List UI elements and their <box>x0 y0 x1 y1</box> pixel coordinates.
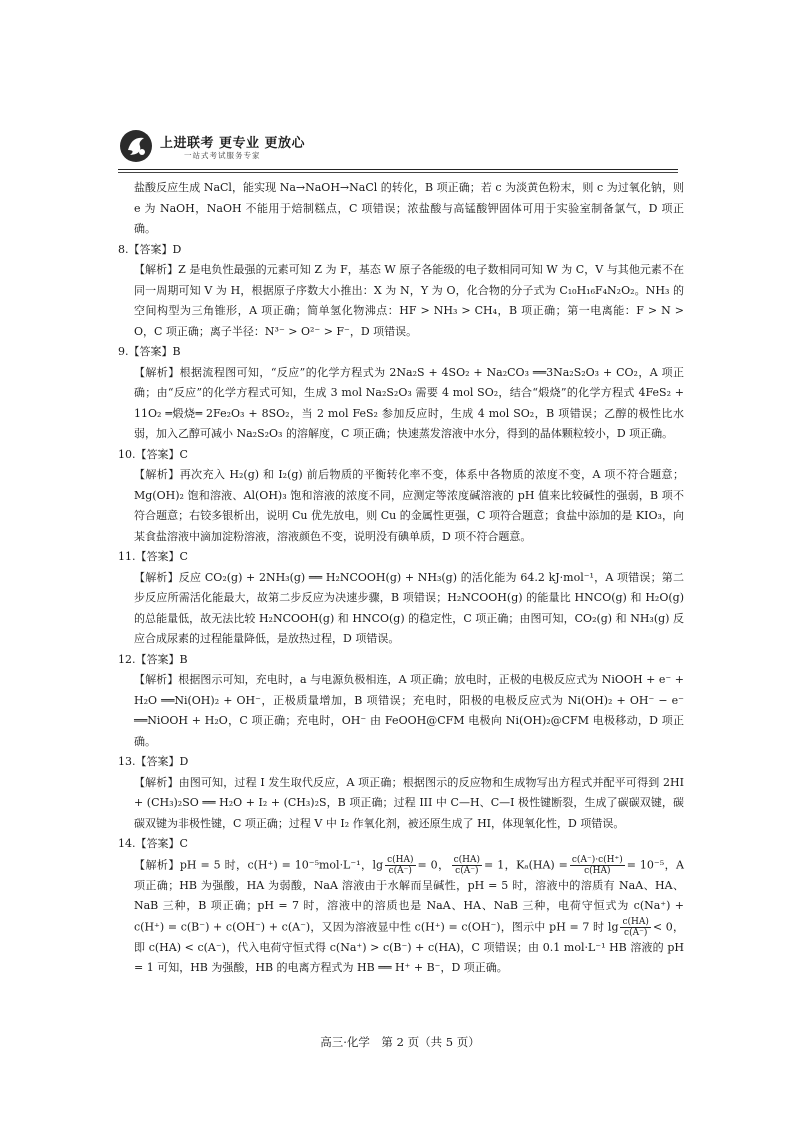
q14-text-2: = 0， <box>417 858 450 871</box>
answer-content <box>118 178 684 979</box>
header-rule <box>118 169 678 170</box>
answer-11: 11.【答案】C <box>118 550 188 563</box>
header <box>118 128 678 168</box>
fraction-denominator: c(A⁻) <box>455 865 479 876</box>
fraction-ha-over-a-3 <box>620 917 650 938</box>
fraction-denominator: c(A⁻) <box>388 865 412 876</box>
analysis-11: 【解析】反应 CO₂(g) + 2NH₃(g) ══ H₂NCOOH(g) + NH₃(g) 的活化能为 64.2 kJ·mol⁻¹，A 项错误；第二步反应所需活化能最大，故第二步反应为决速步骤，B 项错误；H₂NCOOH(g) 的能量比 HNCO(g) 和 H₂O(g) 的总能量低，故无法比较 H₂NCOOH(g) 和 HNCO(g) 的稳定性，C 项正确；由图可知，CO₂(g) 和 NH₃(g) 反应合成尿素的过程能量降低，是放热过程，D 项错误。 <box>134 570 684 645</box>
brand-title: 上进联考 更专业 更放心 <box>160 136 306 151</box>
analysis-8: 【解析】Z 是电负性最强的元素可知 Z 为 F，基态 W 原子各能级的电子数相同可知 W 为 C，V 与其他元素不在同一周期可知 V 为 H，根据原子序数大小推出：X 为 N，Y 为 O，化合物的分子式为 C₁₀H₁₆F₄N₂O₂。NH₃ 的空间构型为三角锥形，A 项正确；简单氢化物沸点：HF > NH₃ > CH₄，B 项正确；第一电离能：F > N > O，C 项正确；离子半径：N³⁻ > O²⁻ > F⁻，D 项错误。 <box>134 263 684 338</box>
q14-text-5: < 0，即 c(HA) < c(A⁻)，代入电荷守恒式得 c(Na⁺) > c(B⁻) + c(HA)，C 项错误；由 0.1 mol·L⁻¹ HB 溶液的 pH = 1 可知，HB 为强酸，HB 的电离方程式为 HB ══ H⁺ + B⁻，D 项正确。 <box>134 920 684 974</box>
answer-14: 14.【答案】C <box>118 837 188 850</box>
answer-12: 12.【答案】B <box>118 652 188 666</box>
fraction-numerator: c(HA) <box>622 916 649 927</box>
page-footer: 高三·化学 第 2 页（共 5 页） <box>320 1035 480 1049</box>
analysis-14 <box>118 855 684 979</box>
answer-8: 8.【答案】D <box>118 242 182 256</box>
fraction-denominator: c(A⁻) <box>624 927 648 938</box>
brand-slogan: 一站式考试服务专家 <box>184 151 261 160</box>
analysis-10: 【解析】再次充入 H₂(g) 和 I₂(g) 前后物质的平衡转化率不变，体系中各物质的浓度不变，A 项不符合题意；Mg(OH)₂ 饱和溶液、Al(OH)₃ 饱和溶液的浓度不同，应测定等浓度碱溶液的 pH 值来比较碱性的强弱，B 项不符合题意；右铰多银析出，说明 Cu 优先放电，则 Cu 的金属性更强，C 项符合题意；食盐中添加的是 KIO₃，向某食盐溶液中滴加淀粉溶液，溶液颜色不变，说明没有碘单质，D 项不符合题意。 <box>134 468 684 543</box>
intro-paragraph: 盐酸反应生成 NaCl，能实现 Na→NaOH→NaCl 的转化，B 项正确；若 c 为淡黄色粉末，则 c 为过氧化钠，则 e 为 NaOH，NaOH 不能用于焙制糕点，C 项错误；浓盐酸与高锰酸钾固体可用于实验室制备氯气，D 项正确。 <box>134 181 684 235</box>
q14-text-1: 【解析】pH = 5 时，c(H⁺) = 10⁻⁵mol·L⁻¹，lg <box>134 858 384 871</box>
logo-icon <box>118 128 154 164</box>
fraction-denominator: c(HA) <box>584 865 611 876</box>
fraction-ha-over-a <box>385 855 415 876</box>
header-rule-thin <box>118 172 678 173</box>
answer-13: 13.【答案】D <box>118 755 189 768</box>
fraction-numerator: c(A⁻)·c(H⁺) <box>571 854 623 865</box>
fraction-numerator: c(HA) <box>387 854 414 865</box>
fraction-ka <box>570 855 625 876</box>
fraction-ha-over-a-2 <box>452 855 482 876</box>
fraction-numerator: c(HA) <box>453 854 481 865</box>
analysis-13: 【解析】由图可知，过程 I 发生取代反应，A 项正确；根据图示的反应物和生成物写出方程式并配平可得到 2HI + (CH₃)₂SO ══ H₂O + I₂ + (CH₃)₂S，B 项正确；过程 III 中 C—H、C—I 极性键断裂，生成了碳碳双键，碳碳双键为非极性键，C 项正确；过程 V 中 I₂ 作氧化剂，被还原生成了 HI，体现氧化性，D 项错误。 <box>134 775 684 830</box>
analysis-9: 【解析】根据流程图可知，“反应”的化学方程式为 2Na₂S + 4SO₂ + Na₂CO₃ ══3Na₂S₂O₃ + CO₂，A 项正确；由“反应”的化学方程式可知，生成 3 mol Na₂S₂O₃ 需要 4 mol SO₂，结合“煅烧”的化学方程式 4FeS₂ + 11O₂ ═煅烧═ 2Fe₂O₃ + 8SO₂，当 2 mol FeS₂ 参加反应时，生成 4 mol SO₂，B 项错误；乙醇的极性比水弱，加入乙醇可减小 Na₂S₂O₃ 的溶解度，C 项正确；快速蒸发溶液中水分，得到的晶体颗粒较小，D 项正确。 <box>134 365 684 440</box>
answer-10: 10.【答案】C <box>118 447 188 461</box>
answer-9: 9.【答案】B <box>118 345 181 358</box>
analysis-12: 【解析】根据图示可知，充电时，a 与电源负极相连，A 项正确；放电时，正极的电极反应式为 NiOOH + e⁻ + H₂O ══Ni(OH)₂ + OH⁻，正极质量增加，B 项错误；充电时，阳极的电极反应式为 Ni(OH)₂ + OH⁻ − e⁻ ══NiOOH + H₂O，C 项正确；充电时，OH⁻ 由 FeOOH@CFM 电极向 Ni(OH)₂@CFM 电极移动，D 项正确。 <box>134 673 684 748</box>
q14-text-4: = 10⁻⁵，A 项正确；HB 为强酸，HA 为弱酸，NaA 溶液由于水解而呈碱性，pH = 5 时，溶液中的溶质有 NaA、HA、NaB 三种，B 项正确；pH = 7 时，溶液中的溶质也是 NaA、HA、NaB 三种，电荷守恒式为 c(Na⁺) + c(H⁺) = c(B⁻) + c(OH⁻) + c(A⁻)，又因为溶液显中性 c(H⁺) = c(OH⁻)，图示中 pH = 7 时 lg <box>134 858 684 933</box>
q14-text-3: = 1，Kₐ(HA) = <box>484 858 568 871</box>
